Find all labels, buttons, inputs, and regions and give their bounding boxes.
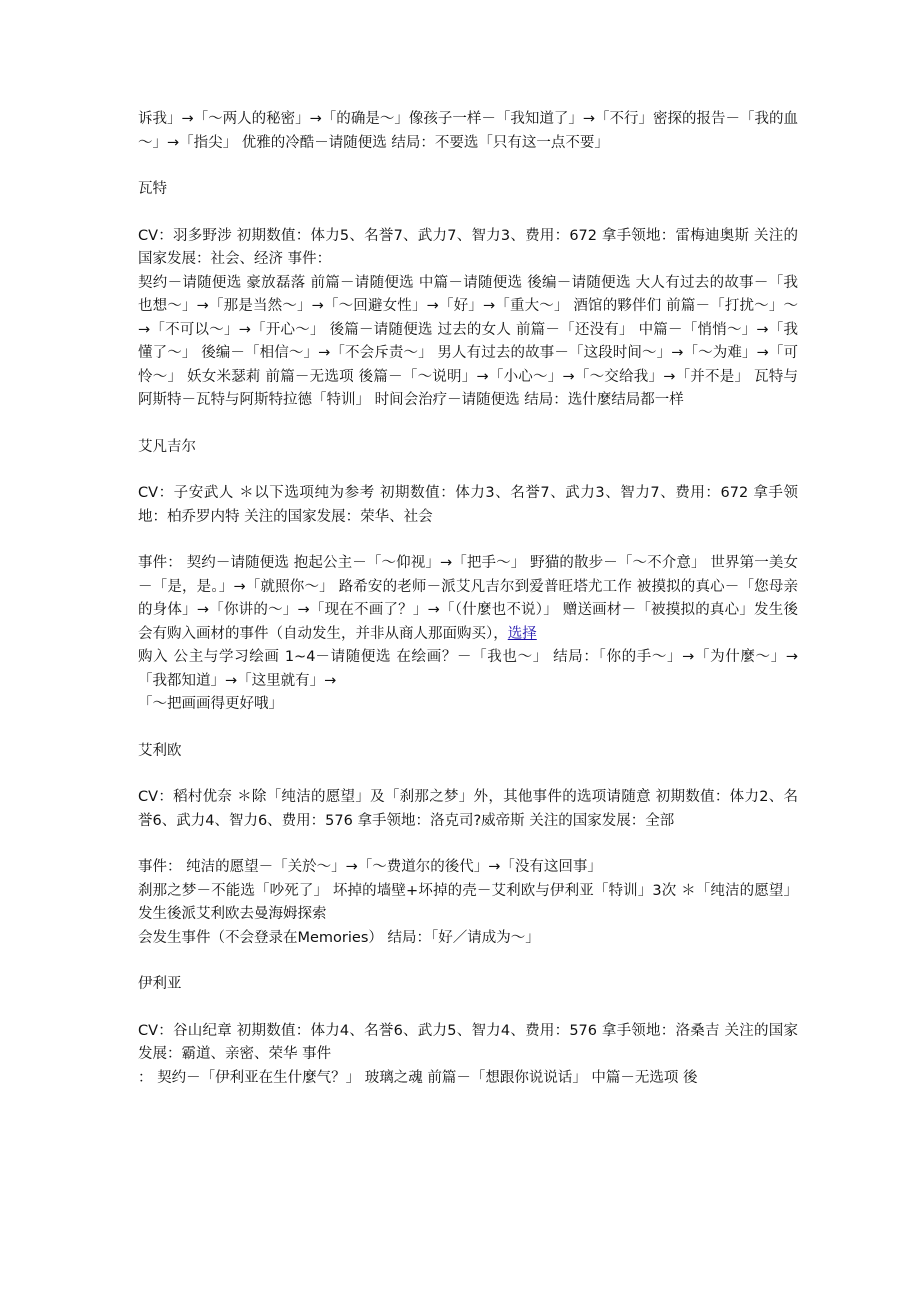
ilia-profile-paragraph: CV：谷山纪章 初期数值：体力4、名誉6、武力5、智力4、费用：576 拿手领地：洛桑吉 关注的国家发展：霸道、亲密、荣华 事件 <box>138 1022 798 1062</box>
intro-paragraph: 诉我」→「～两人的秘密」→「的确是～」像孩子一样－「我知道了」→「不行」密探的报告－「我的血～」→「指尖」 优雅的冷酷－请随便选 结局：不要选「只有这一点不要」 <box>138 111 798 151</box>
evangel-events-text: 事件： 契约－请随便选 抱起公主－「～仰视」→「把手～」 野猫的散步－「～不介意」 世界第一美女－「是，是。」→「就照你～」 路希安的老师－派艾凡吉尔到爱普旺塔尤工作 被摸拟的真心－「您母亲的身体」→「你讲的～」→「现在不画了？」→「（什麼也不说）」 赠送画材－「被摸拟的真心」发生後会有购入画材的事件（自动发生，并非从商人那面购买）， <box>138 555 798 642</box>
section-heading-watt: 瓦特 <box>138 181 167 197</box>
watt-profile-paragraph: CV：羽多野涉 初期数值：体力5、名誉7、武力7、智力3、费用：672 拿手领地：雷梅迪奥斯 关注的国家发展：社会、经济 事件： <box>138 227 798 267</box>
watt-events-paragraph: 契约－请随便选 豪放磊落 前篇－请随便选 中篇－请随便选 後编－请随便选 大人有过去的故事－「我也想～」→「那是当然～」→「～回避女性」→「好」→「重大～」 酒馆的夥伴们 前篇－「打扰～」～→「不可以～」→「开心～」 後篇－请随便选 过去的女人 前篇－「还没有」 中篇－「悄悄～」→「我懂了～」 後编－「相信～」→「不会斥责～」 男人有过去的故事－「这段时间～」→「～为难」→「可怜～」 妖女米瑟莉 前篇－无选项 後篇－「～说明」→「小心～」→「～交给我」→「并不是」 瓦特与阿斯特－瓦特与阿斯特拉德「特训」 时间会治疗－请随便选 结局：选什麼结局都一样 <box>138 274 798 408</box>
evangel-purchase-paragraph: 购入 公主与学习绘画 1~4－请随便选 在绘画？－「我也～」 结局：「你的手～」→「为什麼～」→「我都知道」→「这里就有」→ <box>138 649 798 689</box>
document-page <box>138 108 798 1090</box>
ilia-events-paragraph: ： 契约－「伊利亚在生什麼气？」 玻璃之魂 前篇－「想跟你说说话」 中篇－无选项 後 <box>138 1069 698 1086</box>
select-link[interactable]: 选择 <box>507 625 537 642</box>
section-heading-evangel: 艾凡吉尔 <box>138 438 196 455</box>
elio-dream-paragraph: 刹那之梦－不能选「吵死了」 坏掉的墙壁+坏掉的壳－艾利欧与伊利亚「特训」3次 ＊「纯洁的愿望」发生後派艾利欧去曼海姆探索 <box>138 882 798 922</box>
elio-events-paragraph: 事件： 纯洁的愿望－「关於～」→「～费道尔的後代」→「没有这回事」 <box>138 859 602 875</box>
evangel-ending-paragraph: 「～把画画得更好哦」 <box>138 696 283 712</box>
elio-profile-paragraph: CV：稻村优奈 ＊除「纯洁的愿望」及「刹那之梦」外，其他事件的选项请随意 初期数值：体力2、名誉6、武力4、智力6、费用：576 拿手领地：洛克司?威帝斯 关注的国家发展：全部 <box>138 789 798 829</box>
section-heading-ilia: 伊利亚 <box>138 976 182 992</box>
section-heading-elio: 艾利欧 <box>138 742 182 759</box>
evangel-profile-paragraph: CV：子安武人 ＊以下选项纯为参考 初期数值：体力3、名誉7、武力3、智力7、费用：672 拿手领地：柏乔罗内特 关注的国家发展：荣华、社会 <box>138 485 798 525</box>
evangel-events-paragraph <box>138 552 798 646</box>
elio-ending-paragraph: 会发生事件（不会登录在Memories） 结局：「好／请成为～」 <box>138 929 540 946</box>
